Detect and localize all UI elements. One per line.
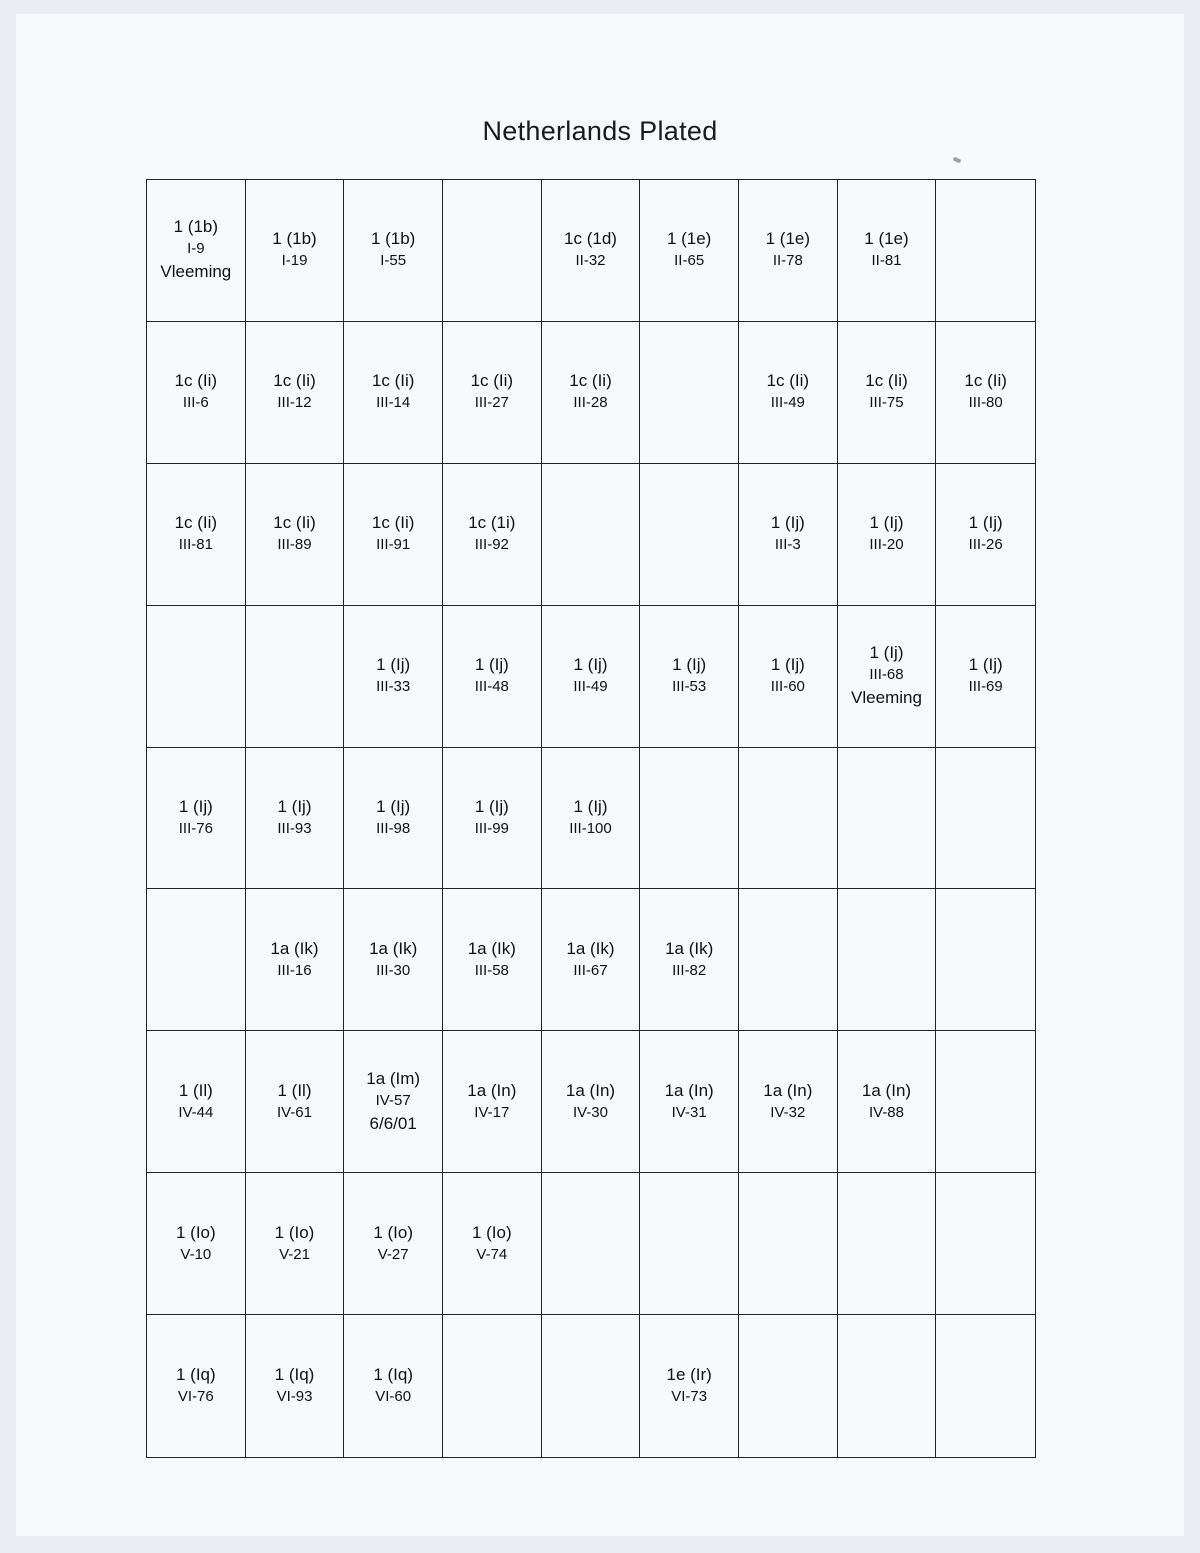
cell-position: III-48 — [474, 678, 509, 696]
table-cell — [443, 606, 542, 748]
table-cell — [147, 889, 246, 1031]
table-cell — [542, 889, 641, 1031]
table-cell — [443, 889, 542, 1031]
cell-type: 1c (Ii) — [273, 371, 316, 391]
table-cell — [936, 180, 1035, 322]
table-cell — [936, 1315, 1035, 1457]
cell-position: III-33 — [376, 678, 411, 696]
table-cell — [147, 322, 246, 464]
cell-position: III-27 — [474, 394, 509, 412]
cell-type: 1 (Io) — [373, 1222, 413, 1242]
cell-position: III-80 — [968, 394, 1003, 412]
cell-type: 1 (Ij) — [178, 796, 213, 816]
table-cell — [246, 889, 345, 1031]
cell-type: 1c (Ii) — [371, 513, 415, 533]
cell-note: Vleeming — [851, 688, 922, 708]
table-cell — [838, 322, 937, 464]
cell-type: 1 (1b) — [370, 229, 416, 249]
cell-position: III-58 — [474, 961, 509, 979]
table-cell — [936, 748, 1035, 890]
cell-position: V-74 — [476, 1245, 508, 1263]
cell-position: III-3 — [774, 536, 801, 554]
table-cell — [739, 1315, 838, 1457]
table-cell — [739, 748, 838, 890]
cell-type: 1 (Ij) — [474, 655, 509, 675]
table-cell — [443, 322, 542, 464]
cell-position: III-91 — [376, 536, 411, 554]
plating-table — [146, 179, 1036, 1458]
table-cell — [246, 464, 345, 606]
cell-type: 1c (Ii) — [766, 371, 810, 391]
cell-position: III-81 — [178, 536, 213, 554]
table-cell — [936, 889, 1035, 1031]
cell-type: 1a (In) — [565, 1080, 616, 1100]
cell-position: III-69 — [968, 678, 1003, 696]
cell-position: III-68 — [869, 666, 904, 684]
cell-type: 1 (Ij) — [968, 513, 1003, 533]
table-cell — [443, 1031, 542, 1173]
table-cell — [640, 464, 739, 606]
table-cell — [344, 1315, 443, 1457]
cell-position: III-26 — [968, 536, 1003, 554]
table-cell — [344, 1031, 443, 1173]
table-cell — [739, 322, 838, 464]
cell-type: 1a (Ik) — [467, 938, 516, 958]
cell-type: 1a (In) — [861, 1080, 912, 1100]
table-cell — [246, 322, 345, 464]
cell-position: III-100 — [569, 819, 612, 837]
cell-type: 1 (1e) — [765, 229, 811, 249]
cell-type: 1 (Ij) — [672, 655, 707, 675]
cell-type: 1e (Ir) — [666, 1365, 712, 1385]
table-cell — [739, 180, 838, 322]
cell-type: 1 (Ij) — [770, 513, 805, 533]
table-cell — [542, 606, 641, 748]
cell-type: 1 (Io) — [175, 1222, 216, 1242]
table-cell — [739, 464, 838, 606]
cell-type: 1 (Ij) — [968, 655, 1003, 675]
cell-position: III-93 — [277, 819, 312, 837]
table-cell — [542, 180, 641, 322]
cell-type: 1a (Ik) — [665, 938, 714, 958]
cell-note: Vleeming — [160, 262, 232, 282]
page-title: Netherlands Plated — [482, 116, 718, 146]
cell-position: I-19 — [281, 252, 308, 270]
cell-position: III-6 — [182, 394, 209, 412]
table-cell — [640, 180, 739, 322]
cell-position: IV-61 — [276, 1103, 312, 1121]
table-cell — [640, 1173, 739, 1315]
cell-position: III-99 — [474, 819, 509, 837]
table-cell — [246, 180, 345, 322]
cell-position: III-60 — [770, 678, 805, 696]
table-cell — [936, 1173, 1035, 1315]
table-cell — [246, 1173, 345, 1315]
table-cell — [542, 322, 641, 464]
table-cell — [246, 606, 345, 748]
cell-position: III-28 — [573, 394, 608, 412]
cell-position: IV-17 — [474, 1103, 510, 1121]
cell-position: III-49 — [573, 678, 608, 696]
cell-position: VI-93 — [276, 1388, 313, 1406]
cell-position: III-30 — [376, 961, 411, 979]
cell-type: 1 (Ij) — [376, 655, 411, 675]
cell-position: III-92 — [474, 536, 509, 554]
table-cell — [344, 180, 443, 322]
table-cell — [443, 1173, 542, 1315]
table-cell — [344, 606, 443, 748]
table-cell — [542, 1315, 641, 1457]
table-cell — [838, 180, 937, 322]
table-cell — [542, 1173, 641, 1315]
table-cell — [443, 180, 542, 322]
cell-position: III-76 — [178, 819, 213, 837]
cell-position: III-16 — [277, 961, 312, 979]
table-cell — [246, 748, 345, 890]
cell-position: V-21 — [279, 1245, 310, 1263]
cell-type: 1 (Ij) — [277, 796, 312, 816]
table-cell — [640, 889, 739, 1031]
cell-position: III-49 — [770, 394, 805, 412]
cell-type: 1 (Iq) — [274, 1365, 315, 1385]
cell-position: IV-44 — [178, 1103, 214, 1121]
table-cell — [246, 1315, 345, 1457]
cell-position: I-55 — [380, 252, 407, 270]
cell-type: 1c (Ii) — [865, 371, 908, 391]
cell-type: 1 (Ij) — [770, 655, 805, 675]
cell-type: 1a (In) — [763, 1080, 813, 1100]
table-cell — [838, 889, 937, 1031]
cell-type: 1 (Il) — [178, 1080, 213, 1100]
cell-type: 1a (Ik) — [369, 938, 418, 958]
cell-note: 6/6/01 — [369, 1113, 417, 1133]
cell-position: III-12 — [277, 394, 312, 412]
cell-position: VI-73 — [671, 1388, 708, 1406]
cell-position: V-10 — [180, 1245, 212, 1263]
cell-type: 1 (Io) — [471, 1222, 512, 1242]
table-cell — [838, 1031, 937, 1173]
cell-position: III-14 — [376, 394, 411, 412]
table-cell — [739, 1173, 838, 1315]
table-cell — [640, 1031, 739, 1173]
cell-type: 1 (Ij) — [474, 796, 509, 816]
table-cell — [936, 464, 1035, 606]
cell-position: VI-76 — [177, 1388, 214, 1406]
table-cell — [739, 606, 838, 748]
table-cell — [739, 889, 838, 1031]
cell-position: III-67 — [573, 961, 608, 979]
cell-type: 1c (Ii) — [273, 513, 316, 533]
cell-position: II-65 — [674, 252, 705, 270]
cell-position: II-32 — [575, 252, 606, 270]
cell-type: 1 (Ij) — [573, 796, 608, 816]
table-cell — [147, 1031, 246, 1173]
table-cell — [936, 606, 1035, 748]
cell-position: III-89 — [277, 536, 312, 554]
cell-type: 1 (Iq) — [175, 1365, 216, 1385]
table-cell — [344, 464, 443, 606]
table-cell — [344, 1173, 443, 1315]
table-cell — [936, 1031, 1035, 1173]
cell-type: 1c (Ii) — [371, 371, 415, 391]
table-cell — [739, 1031, 838, 1173]
cell-position: III-82 — [672, 961, 707, 979]
cell-type: 1a (Ik) — [566, 938, 615, 958]
cell-type: 1c (Ii) — [964, 371, 1007, 391]
table-cell — [838, 1315, 937, 1457]
cell-type: 1 (1e) — [864, 229, 909, 249]
cell-type: 1c (Ii) — [470, 371, 514, 391]
table-cell — [838, 1173, 937, 1315]
table-cell — [443, 464, 542, 606]
cell-position: II-78 — [772, 252, 803, 270]
cell-type: 1 (1e) — [666, 229, 712, 249]
cell-type: 1c (Ii) — [174, 513, 218, 533]
cell-type: 1 (Iq) — [373, 1365, 413, 1385]
cell-type: 1c (Ii) — [569, 371, 612, 391]
table-cell — [640, 1315, 739, 1457]
table-cell — [542, 1031, 641, 1173]
cell-position: IV-30 — [572, 1103, 608, 1121]
cell-type: 1 (Ij) — [869, 643, 904, 663]
table-cell — [936, 322, 1035, 464]
cell-type: 1c (1i) — [468, 513, 516, 533]
cell-type: 1 (Ij) — [869, 513, 904, 533]
table-cell — [443, 1315, 542, 1457]
cell-position: IV-88 — [868, 1103, 904, 1121]
cell-position: V-27 — [377, 1245, 409, 1263]
table-cell — [246, 1031, 345, 1173]
cell-position: IV-31 — [671, 1103, 707, 1121]
cell-type: 1a (In) — [664, 1080, 714, 1100]
table-cell — [640, 322, 739, 464]
table-cell — [147, 606, 246, 748]
cell-type: 1 (Il) — [277, 1080, 312, 1100]
table-cell — [344, 748, 443, 890]
table-cell — [640, 606, 739, 748]
cell-position: IV-57 — [375, 1091, 411, 1109]
table-cell — [147, 1315, 246, 1457]
table-cell — [542, 748, 641, 890]
cell-type: 1c (1d) — [564, 229, 617, 249]
cell-type: 1a (In) — [467, 1080, 517, 1100]
table-cell — [344, 889, 443, 1031]
table-cell — [838, 748, 937, 890]
table-cell — [838, 606, 937, 748]
cell-position: II-81 — [871, 252, 902, 270]
table-cell — [640, 748, 739, 890]
cell-type: 1 (Ij) — [376, 796, 411, 816]
cell-type: 1 (Ij) — [573, 655, 608, 675]
cell-type: 1c (Ii) — [174, 371, 218, 391]
cell-type: 1a (Im) — [366, 1068, 421, 1088]
table-cell — [147, 464, 246, 606]
table-cell — [542, 464, 641, 606]
cell-position: IV-32 — [770, 1103, 806, 1121]
table-cell — [147, 1173, 246, 1315]
table-cell — [838, 464, 937, 606]
table-cell — [443, 748, 542, 890]
cell-type: 1 (1b) — [173, 217, 219, 237]
cell-position: III-75 — [869, 394, 904, 412]
table-cell — [147, 180, 246, 322]
table-cell — [147, 748, 246, 890]
cell-type: 1a (Ik) — [270, 938, 319, 958]
cell-position: I-9 — [187, 240, 205, 258]
cell-position: III-20 — [869, 536, 904, 554]
cell-type: 1 (1b) — [272, 229, 317, 249]
cell-position: VI-60 — [375, 1388, 412, 1406]
cell-type: 1 (Io) — [274, 1222, 315, 1242]
table-cell — [344, 322, 443, 464]
cell-position: III-53 — [672, 678, 707, 696]
cell-position: III-98 — [376, 819, 411, 837]
